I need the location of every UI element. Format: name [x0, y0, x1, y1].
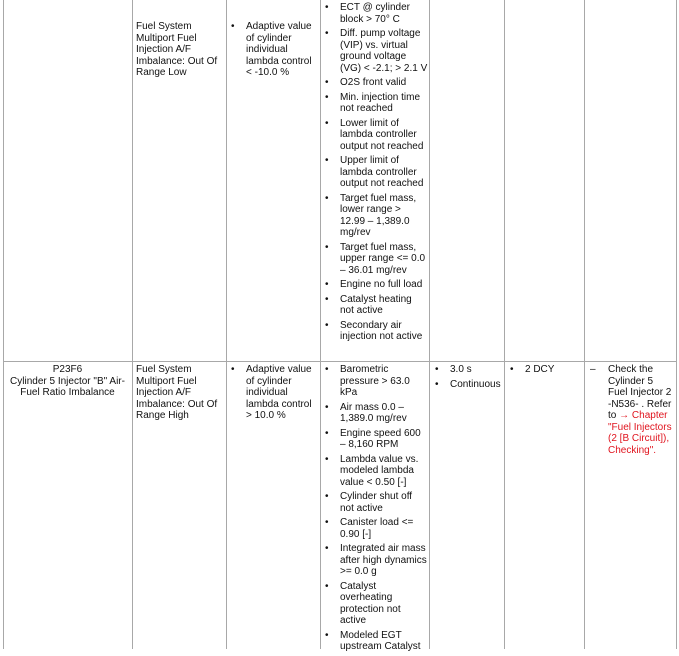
enable-conditions-cell	[322, 2, 428, 346]
table-border-left	[3, 0, 4, 649]
condition-item: • Min. injection time not reached	[322, 92, 428, 115]
column-divider	[504, 0, 505, 649]
malfunction-criteria-cell	[228, 21, 320, 82]
condition-item: • Diff. pump voltage (VIP) vs. virtual ground voltage (VG) < -2.1; > 2.1 V	[322, 28, 428, 74]
arrow-icon: →	[619, 410, 630, 421]
monitor-strategy-cell	[136, 364, 224, 422]
time-required-item: • 3.0 s	[432, 364, 504, 376]
mil-illumination-item: • 2 DCY	[507, 364, 583, 376]
time-required-cell	[432, 364, 504, 393]
chapter-link[interactable]: Chapter "Fuel Injectors (2 [B Circuit]), Checking".	[608, 410, 672, 456]
condition-item: • O2S front valid	[322, 77, 428, 89]
time-required-list	[432, 364, 504, 390]
condition-item: • Modeled EGT upstream Catalyst	[322, 630, 428, 653]
condition-item: • Target fuel mass, lower range > 12.99 – 1,389.0 mg/rev	[322, 193, 428, 239]
table-border-right	[676, 0, 677, 649]
condition-item: • Air mass 0.0 – 1,389.0 mg/rev	[322, 402, 428, 425]
malfunction-criteria-item: • Adaptive value of cylinder individual lambda control < -10.0 %	[228, 21, 320, 79]
dtc-code: P23F6	[52, 364, 83, 375]
column-divider	[584, 0, 585, 649]
condition-item: • Lower limit of lambda controller output not reached	[322, 118, 428, 153]
condition-item: • Engine no full load	[322, 279, 428, 291]
condition-item: • Lambda value vs. modeled lambda value < 0.50 [-]	[322, 454, 428, 489]
enable-conditions-list	[322, 2, 428, 343]
malfunction-criteria-cell	[228, 364, 320, 425]
monitor-strategy-text: Fuel System Multiport Fuel Injection A/F Imbalance: Out Of Range High	[136, 364, 218, 421]
condition-item: • Catalyst heating not active	[322, 294, 428, 317]
condition-item: • Secondary air injection not active	[322, 320, 428, 343]
service-procedure-text: Check the Cylinder 5 Fuel Injector 2 -N536- . Refer to	[608, 364, 672, 421]
service-procedure-cell	[588, 364, 674, 456]
malfunction-criteria-list	[228, 21, 320, 79]
condition-item: • Barometric pressure > 63.0 kPa	[322, 364, 428, 399]
condition-item: • Canister load <= 0.90 [-]	[322, 517, 428, 540]
malfunction-criteria-list	[228, 364, 320, 422]
column-divider	[320, 0, 321, 649]
condition-item: • Cylinder shut off not active	[322, 491, 428, 514]
dtc-cell	[6, 364, 129, 399]
monitor-strategy-cell	[136, 21, 224, 79]
service-procedure-list	[588, 364, 674, 456]
time-required-item: • Continuous	[432, 379, 504, 391]
condition-item: • ECT @ cylinder block > 70° C	[322, 2, 428, 25]
row-divider	[3, 361, 677, 362]
mil-illumination-cell	[507, 364, 583, 379]
monitor-strategy-text: Fuel System Multiport Fuel Injection A/F Imbalance: Out Of Range Low	[136, 21, 218, 78]
column-divider	[132, 0, 133, 649]
dtc-description: Cylinder 5 Injector "B" Air-Fuel Ratio Imbalance	[10, 375, 125, 398]
condition-item: • Upper limit of lambda controller output not reached	[322, 155, 428, 190]
column-divider	[226, 0, 227, 649]
enable-conditions-cell	[322, 364, 428, 656]
column-divider	[429, 0, 430, 649]
service-procedure-item	[588, 364, 674, 456]
malfunction-criteria-item: • Adaptive value of cylinder individual lambda control > 10.0 %	[228, 364, 320, 422]
condition-item: • Integrated air mass after high dynamics >= 0.0 g	[322, 543, 428, 578]
condition-item: • Engine speed 600 – 8,160 RPM	[322, 428, 428, 451]
condition-item: • Target fuel mass, upper range <= 0.0 – 36.01 mg/rev	[322, 242, 428, 277]
mil-illumination-list	[507, 364, 583, 376]
enable-conditions-list	[322, 364, 428, 653]
condition-item: • Catalyst overheating protection not active	[322, 581, 428, 627]
